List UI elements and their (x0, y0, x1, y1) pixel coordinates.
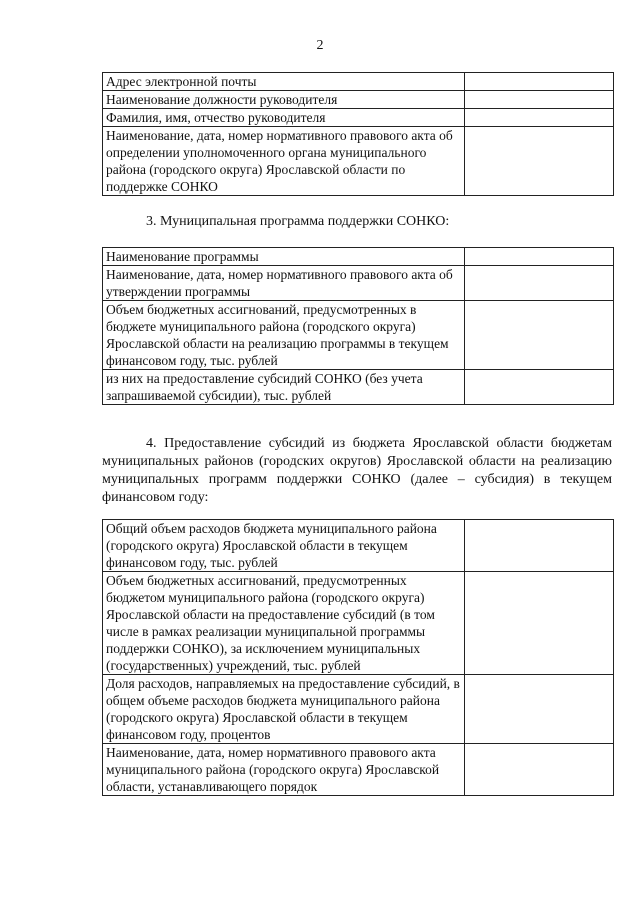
row-value-program-act[interactable] (465, 266, 614, 301)
row-label-program-name: Наименование программы (103, 248, 465, 266)
row-label-email: Адрес электронной почты (103, 73, 465, 91)
row-value-program-name[interactable] (465, 248, 614, 266)
table-row (103, 572, 614, 675)
table-row (103, 520, 614, 572)
row-label-head-name: Фамилия, имя, отчество руководителя (103, 109, 465, 127)
row-value-authorized-body-act[interactable] (465, 127, 614, 196)
row-label-procedure-act: Наименование, дата, номер нормативного правового акта муниципального района (городского округа) Ярославской области, устанавливающего порядок (103, 744, 465, 796)
row-label-head-position: Наименование должности руководителя (103, 91, 465, 109)
row-label-subsidy-percentage: Доля расходов, направляемых на предоставление субсидий, в общем объеме расходов бюджета муниципального района (городского округа) Ярославской области в текущем финансовом году, процентов (103, 675, 465, 744)
row-value-subsidy-percentage[interactable] (465, 675, 614, 744)
municipal-program-table (102, 247, 614, 405)
table-row (103, 675, 614, 744)
row-label-program-budget: Объем бюджетных ассигнований, предусмотренных в бюджете муниципального района (городского округа) Ярославской области на реализацию программы в текущем финансовом году, тыс. рублей (103, 301, 465, 370)
row-value-program-budget[interactable] (465, 301, 614, 370)
table-row (103, 744, 614, 796)
table-row (103, 248, 614, 266)
organization-details-table (102, 72, 614, 196)
table-row (103, 91, 614, 109)
row-label-program-act: Наименование, дата, номер нормативного правового акта об утверждении программы (103, 266, 465, 301)
table-row (103, 266, 614, 301)
table-row (103, 370, 614, 405)
row-value-procedure-act[interactable] (465, 744, 614, 796)
row-label-authorized-body-act: Наименование, дата, номер нормативного правового акта об определении уполномоченного органа муниципального района (городского округа) Ярославской области по поддержке СОНКО (103, 127, 465, 196)
row-value-subsidy-allocations[interactable] (465, 572, 614, 675)
page-number: 2 (316, 38, 324, 53)
row-value-email[interactable] (465, 73, 614, 91)
table-row (103, 109, 614, 127)
row-value-head-name[interactable] (465, 109, 614, 127)
subsidy-provision-table (102, 519, 614, 796)
row-label-subsidy-share: из них на предоставление субсидий СОНКО (без учета запрашиваемой субсидии), тыс. рублей (103, 370, 465, 405)
row-value-subsidy-share[interactable] (465, 370, 614, 405)
row-value-total-expenses[interactable] (465, 520, 614, 572)
section-4-paragraph: 4. Предоставление субсидий из бюджета Ярославской области бюджетам муниципальных районов (городских округов) Ярославской области на реализацию муниципальных программ поддержки СОНКО (далее – субсидия) в текущем финансовом году: (102, 436, 612, 505)
table-row (103, 127, 614, 196)
row-label-total-expenses: Общий объем расходов бюджета муниципального района (городского округа) Ярославской области в текущем финансовом году, тыс. рублей (103, 520, 465, 572)
table-row (103, 301, 614, 370)
row-value-head-position[interactable] (465, 91, 614, 109)
row-label-subsidy-allocations: Объем бюджетных ассигнований, предусмотренных бюджетом муниципального района (городского округа) Ярославской области на предоставление субсидий (в том числе в рамках реализации муниципальной программы поддержки СОНКО), за исключением муниципальных (государственных) учреждений, тыс. рублей (103, 572, 465, 675)
table-row (103, 73, 614, 91)
section-3-heading: 3. Муниципальная программа поддержки СОНКО: (146, 214, 450, 229)
